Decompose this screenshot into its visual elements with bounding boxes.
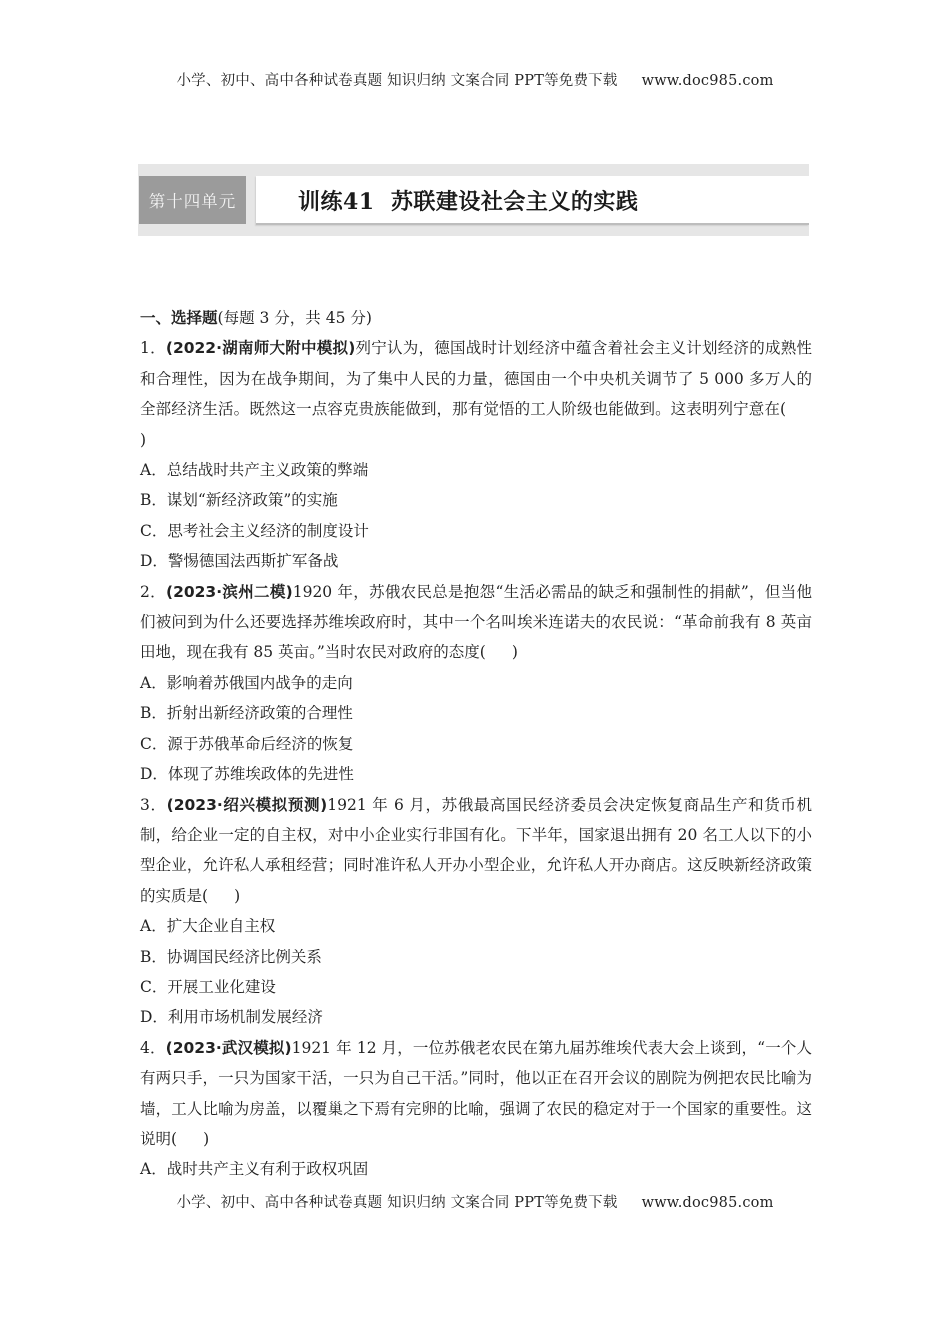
option-d: D．体现了苏维埃政体的先进性 xyxy=(140,765,354,784)
header-text: 小学、初中、高中各种试卷真题 知识归纳 文案合同 PPT等免费下载 xyxy=(176,73,618,89)
question-source: (2022·湖南师大附中模拟) xyxy=(165,339,356,358)
question-1 xyxy=(140,333,812,576)
option-a: A．总结战时共产主义政策的弊端 xyxy=(140,461,369,480)
header-url: www.doc985.com xyxy=(641,73,774,89)
question-source: (2023·武汉模拟) xyxy=(165,1038,292,1057)
question-3 xyxy=(140,790,812,1033)
question-stem xyxy=(140,333,812,455)
question-2 xyxy=(140,577,812,790)
question-number: 4． xyxy=(140,1038,166,1057)
question-stem xyxy=(140,1033,812,1155)
document-body xyxy=(140,303,812,1185)
option-a: A．扩大企业自主权 xyxy=(140,917,276,936)
paren-close: ) xyxy=(203,1129,210,1148)
question-text: 1921 年 12 月，一位苏俄老农民在第九届苏维埃代表大会上谈到，“一个人有两只手，一只为国家干活，一只为自己干活。”同时，他以正在召开会议的剧院为例把农民比喻为墙，工人比喻为房盖，以覆巢之下焉有完卵的比喻，强调了农民的稳定对于一个国家的重要性。这说明( xyxy=(140,1038,812,1148)
option-c: C．源于苏俄革命后经济的恢复 xyxy=(140,734,354,753)
question-source: (2023·滨州二模) xyxy=(165,582,293,601)
question-number: 3． xyxy=(140,795,167,814)
question-number: 1． xyxy=(140,339,166,358)
section-heading-note: (每题 3 分，共 45 分) xyxy=(217,309,372,327)
page-footer xyxy=(0,1191,950,1212)
option-a: A．影响着苏俄国内战争的走向 xyxy=(140,673,353,692)
section-heading xyxy=(140,303,812,333)
paren-close: ) xyxy=(234,886,241,905)
question-text: 1920 年，苏俄农民总是抱怨“生活必需品的缺乏和强制性的捐献”，但当他们被问到为什么还要选择苏维埃政府时，其中一个名叫埃米连诺夫的农民说：“革命前我有 8 英亩田地，现在我有 85 英亩。”当时农民对政府的态度( xyxy=(140,582,812,662)
footer-text: 小学、初中、高中各种试卷真题 知识归纳 文案合同 PPT等免费下载 xyxy=(176,1195,618,1211)
title-box xyxy=(256,176,809,225)
page-header xyxy=(0,69,950,90)
section-heading-label: 一、选择题 xyxy=(140,309,218,327)
question-stem xyxy=(140,577,812,668)
unit-banner xyxy=(138,164,809,236)
option-a: A．战时共产主义有利于政权巩固 xyxy=(140,1160,369,1179)
option-d: D．利用市场机制发展经济 xyxy=(140,1008,323,1027)
question-text: 1921 年 6 月，苏俄最高国民经济委员会决定恢复商品生产和货币机制，给企业一定的自主权，对中小企业实行非国有化。下半年，国家退出拥有 20 名工人以下的小型企业，允许私人承租经营；同时准许私人开办小型企业，允许私人开办商店。这反映新经济政策的实质是( xyxy=(140,795,812,905)
option-c: C．开展工业化建设 xyxy=(140,977,276,996)
question-4 xyxy=(140,1033,812,1185)
option-b: B．谋划“新经济政策”的实施 xyxy=(140,491,338,510)
unit-label: 第十四单元 xyxy=(139,176,246,224)
page-title: 训练41 苏联建设社会主义的实践 xyxy=(298,189,639,215)
paren-close: ) xyxy=(511,643,518,662)
question-source: (2023·绍兴模拟预测) xyxy=(166,795,328,814)
paren-close: ) xyxy=(140,430,147,449)
footer-url: www.doc985.com xyxy=(641,1195,774,1211)
question-number: 2． xyxy=(140,582,166,601)
option-b: B．折射出新经济政策的合理性 xyxy=(140,704,353,723)
option-b: B．协调国民经济比例关系 xyxy=(140,947,322,966)
option-d: D．警惕德国法西斯扩军备战 xyxy=(140,552,339,571)
question-stem xyxy=(140,790,812,912)
question-text: 列宁认为，德国战时计划经济中蕴含着社会主义计划经济的成熟性和合理性，因为在战争期间，为了集中人民的力量，德国由一个中央机关调节了 5 000 多万人的全部经济生活。既然这一点容克贵族能做到，那有觉悟的工人阶级也能做到。这表明列宁意在( xyxy=(140,339,812,419)
option-c: C．思考社会主义经济的制度设计 xyxy=(140,521,369,540)
